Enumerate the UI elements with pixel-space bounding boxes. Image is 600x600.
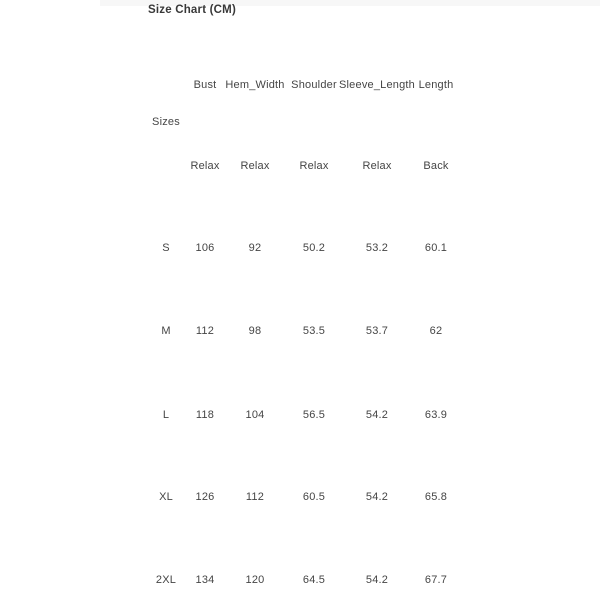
table-cell: 98 [248, 325, 262, 337]
row-label-m: M [161, 325, 171, 337]
table-cell: 120 [245, 574, 265, 586]
index-name-label: Sizes [152, 116, 180, 128]
sub-header-shoulder-fit: Relax [299, 160, 329, 172]
sub-header-length-fit: Back [423, 160, 449, 172]
column-header-sleeve-length: Sleeve_Length [339, 79, 415, 91]
column-header-shoulder: Shoulder [291, 79, 337, 91]
table-cell: 65.8 [424, 491, 448, 503]
table-cell: 104 [245, 409, 265, 421]
table-cell: 106 [195, 242, 215, 254]
column-header-bust: Bust [193, 79, 217, 91]
table-cell: 60.1 [424, 242, 448, 254]
page-title: Size Chart (CM) [148, 4, 236, 16]
table-cell: 54.2 [365, 491, 389, 503]
table-cell: 126 [195, 491, 215, 503]
table-cell: 64.5 [302, 574, 326, 586]
column-header-hem-width: Hem_Width [225, 79, 285, 91]
table-cell: 60.5 [302, 491, 326, 503]
table-cell: 50.2 [302, 242, 326, 254]
table-cell: 112 [195, 325, 215, 337]
table-cell: 53.2 [365, 242, 389, 254]
table-cell: 67.7 [424, 574, 448, 586]
sub-header-sleeve-length-fit: Relax [362, 160, 392, 172]
sub-header-bust-fit: Relax [190, 160, 220, 172]
table-cell: 92 [248, 242, 262, 254]
row-label-2xl: 2XL [155, 574, 177, 586]
row-label-l: L [162, 409, 170, 421]
table-cell: 54.2 [365, 574, 389, 586]
table-cell: 134 [195, 574, 215, 586]
table-cell: 53.7 [365, 325, 389, 337]
column-header-length: Length [418, 79, 454, 91]
table-cell: 56.5 [302, 409, 326, 421]
table-cell: 112 [245, 491, 265, 503]
table-cell: 53.5 [302, 325, 326, 337]
row-label-xl: XL [159, 491, 173, 503]
table-cell: 54.2 [365, 409, 389, 421]
table-cell: 63.9 [424, 409, 448, 421]
table-cell: 118 [195, 409, 215, 421]
sub-header-hem-width-fit: Relax [240, 160, 270, 172]
table-cell: 62 [429, 325, 443, 337]
row-label-s: S [162, 242, 170, 254]
